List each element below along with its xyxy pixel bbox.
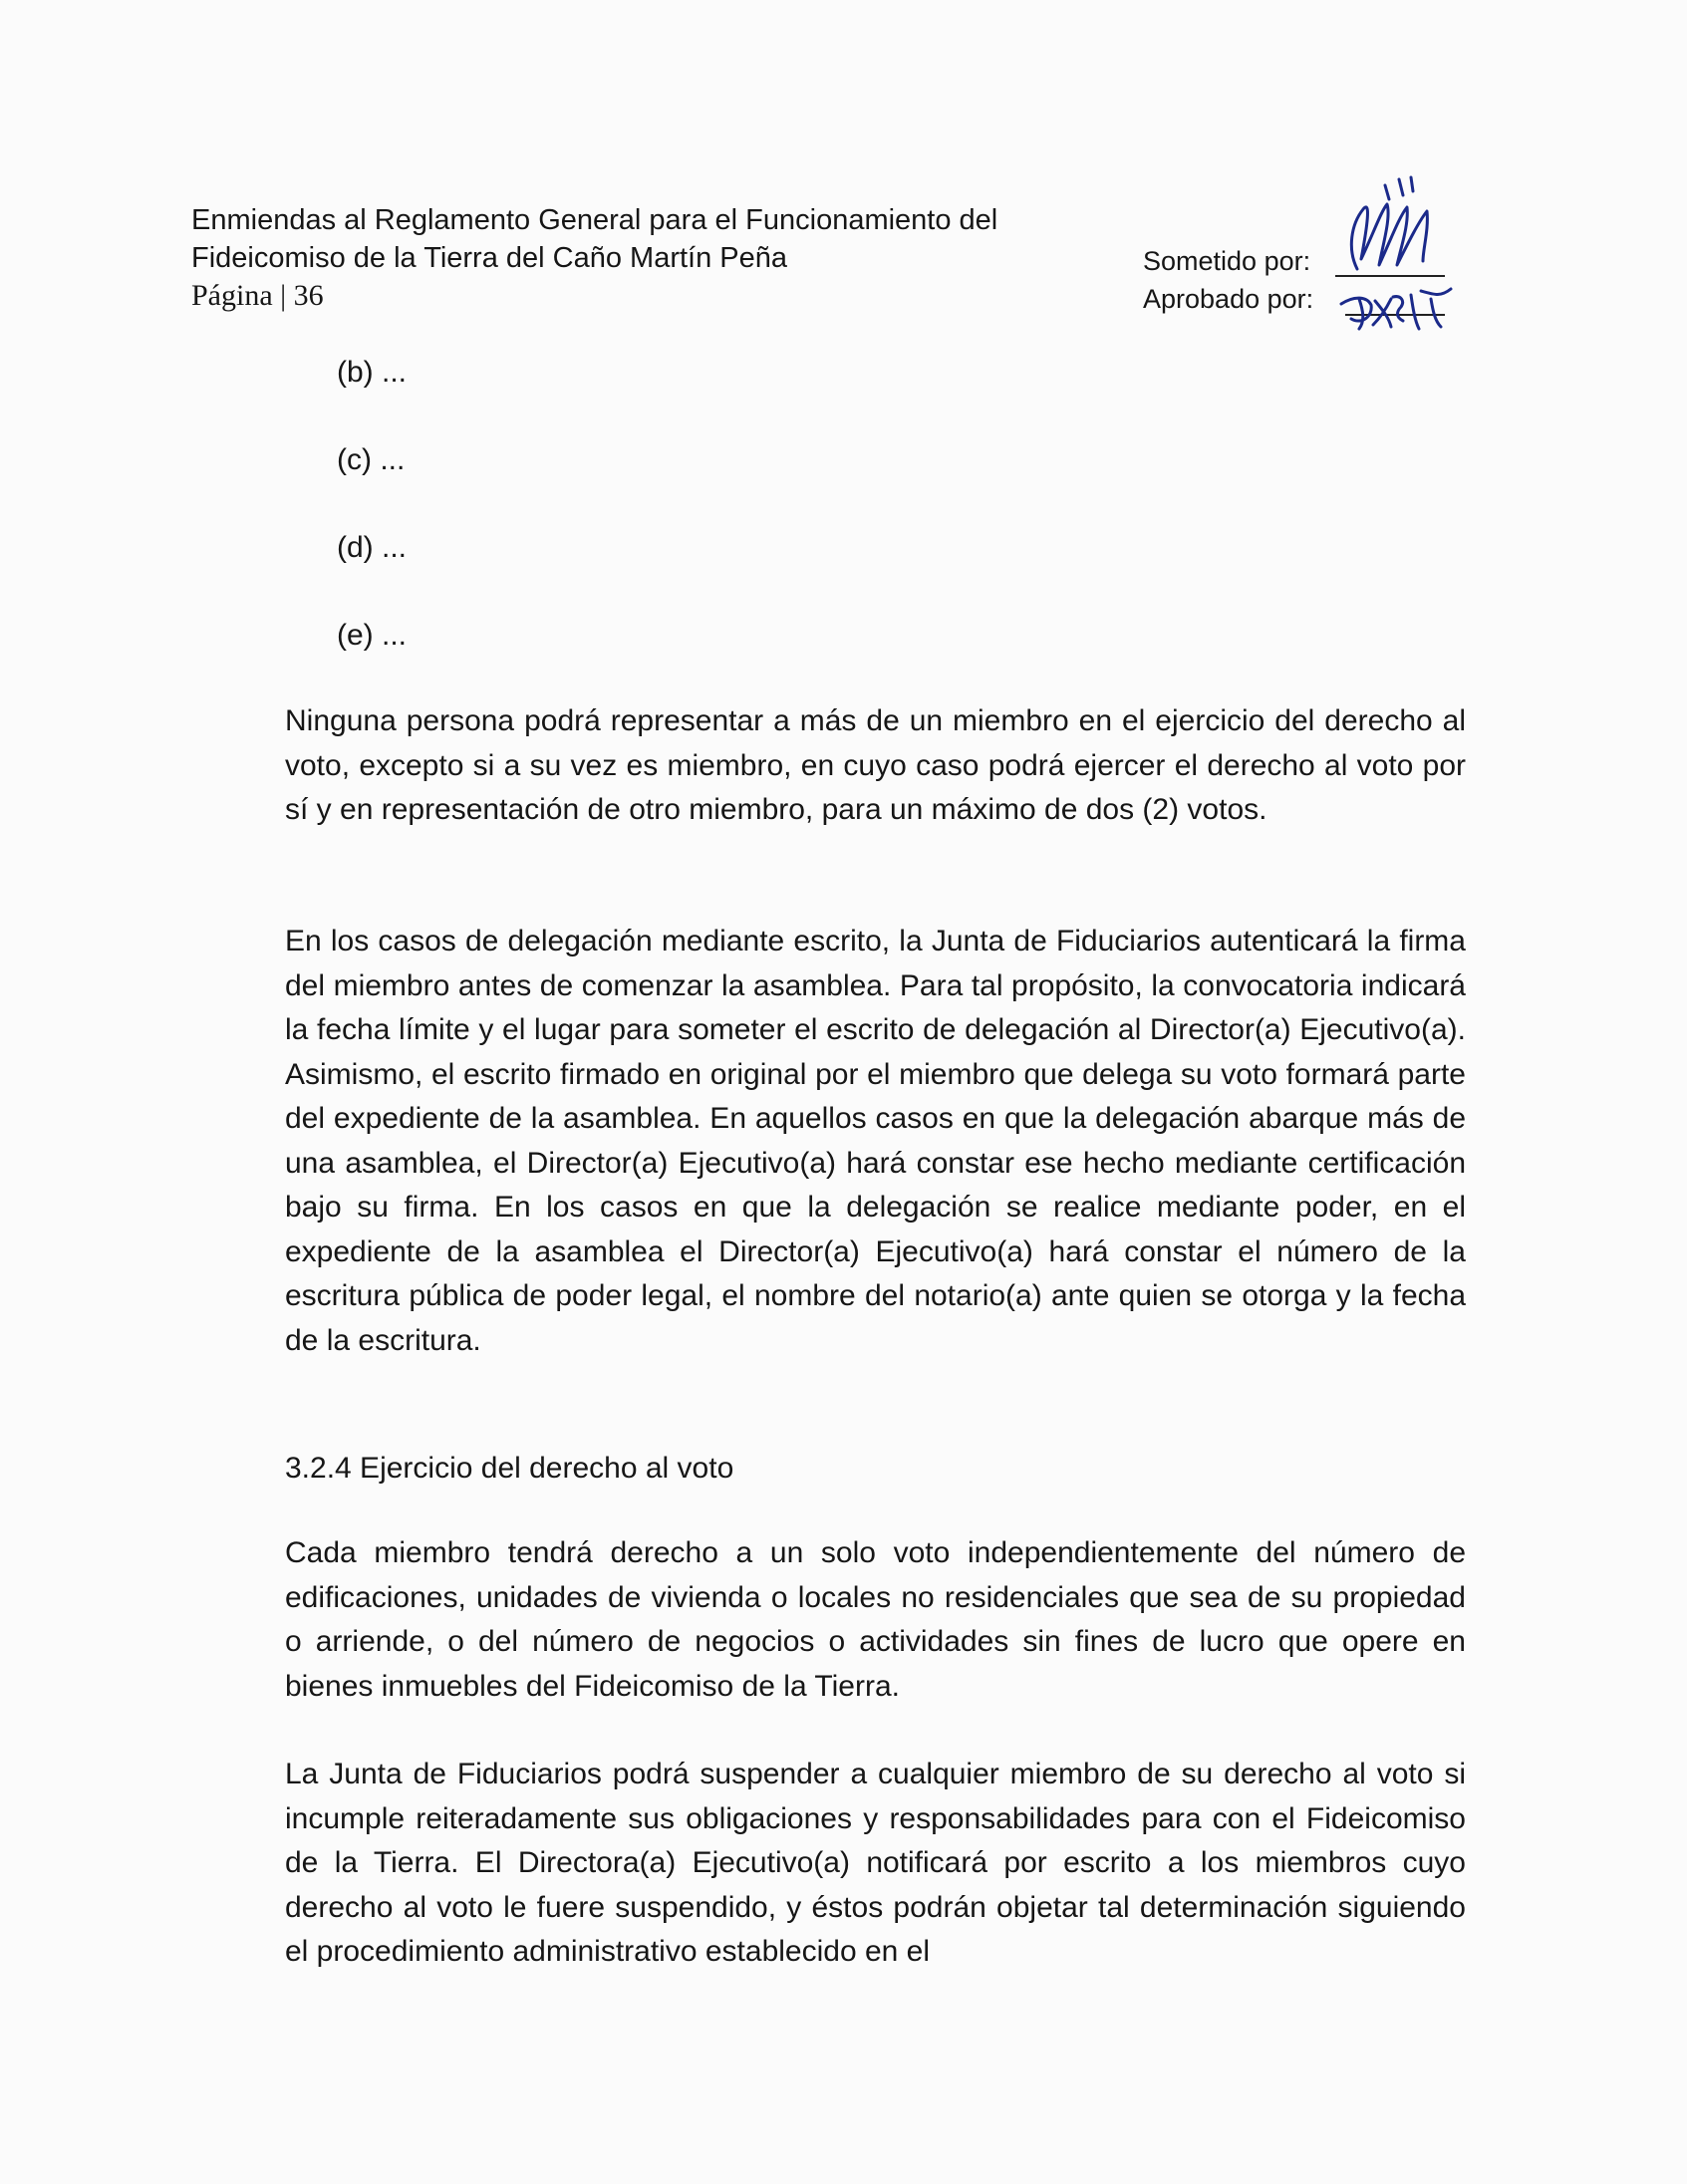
paragraph-vote-representation: Ninguna persona podrá representar a más de un miembro en el ejercicio del derecho al voto, excepto si a su vez es miembro, en cuyo caso podrá ejercer el derecho al voto por sí y en representación de otro miembro, para un máximo de dos (2) votos. <box>285 704 1466 826</box>
signature-marks <box>0 0 1687 399</box>
list-item-b: (b) ... <box>337 356 408 389</box>
page-header <box>191 203 1447 323</box>
submitted-by-label: Sometido por: <box>1143 246 1311 276</box>
paragraph-one-vote-per-member: Cada miembro tendrá derecho a un solo voto independientemente del número de edificaciones, unidades de vivienda o locales no residenciales que sea de su propiedad o arriende, o del número de negocios o actividades sin fines de lucro que opere en bienes inmuebles del Fideicomiso de la Tierra. <box>285 1536 1466 1703</box>
document-title-line-1: Enmiendas al Reglamento General para el Funcionamiento del <box>191 204 998 236</box>
page-number: Página | 36 <box>191 279 324 312</box>
section-heading-3-2-4: 3.2.4 Ejercicio del derecho al voto <box>285 1452 734 1485</box>
approved-by-label: Aprobado por: <box>1143 284 1314 314</box>
approved-by-signature-line <box>1345 314 1445 316</box>
list-item-d: (d) ... <box>337 531 408 564</box>
submitted-by-signature-line <box>1335 275 1445 277</box>
list-item-e: (e) ... <box>337 619 408 652</box>
paragraph-vote-suspension: La Junta de Fiduciarios podrá suspender a cualquier miembro de su derecho al voto si incumple reiteradamente sus obligaciones y responsabilidades para con el Fideicomiso de la Tierra. El Directora(a) Ejecutivo(a) notificará por escrito a los miembros cuyo derecho al voto le fuere suspendido, y éstos podrán objetar tal determinación siguiendo el procedimiento administrativo establecido en el <box>285 1758 1466 1968</box>
document-title-line-2: Fideicomiso de la Tierra del Caño Martín Peña <box>191 242 788 274</box>
list-item-c: (c) ... <box>337 443 406 476</box>
paragraph-delegation-in-writing: En los casos de delegación mediante escrito, la Junta de Fiduciarios autenticará la firma del miembro antes de comenzar la asamblea. Para tal propósito, la convocatoria indicará la fecha límite y el lugar para someter el escrito de delegación al Director(a) Ejecutivo(a). Asimismo, el escrito firmado en original por el miembro que delega su voto formará parte del expediente de la asamblea. En aquellos casos en que la delegación abarque más de una asamblea, el Director(a) Ejecutivo(a) hará constar ese hecho mediante certificación bajo su firma. En los casos en que la delegación se realice mediante poder, en el expediente de la asamblea el Director(a) Ejecutivo(a) hará constar el número de la escritura pública de poder legal, el nombre del notario(a) ante quien se otorga y la fecha de la escritura. <box>285 925 1466 1357</box>
